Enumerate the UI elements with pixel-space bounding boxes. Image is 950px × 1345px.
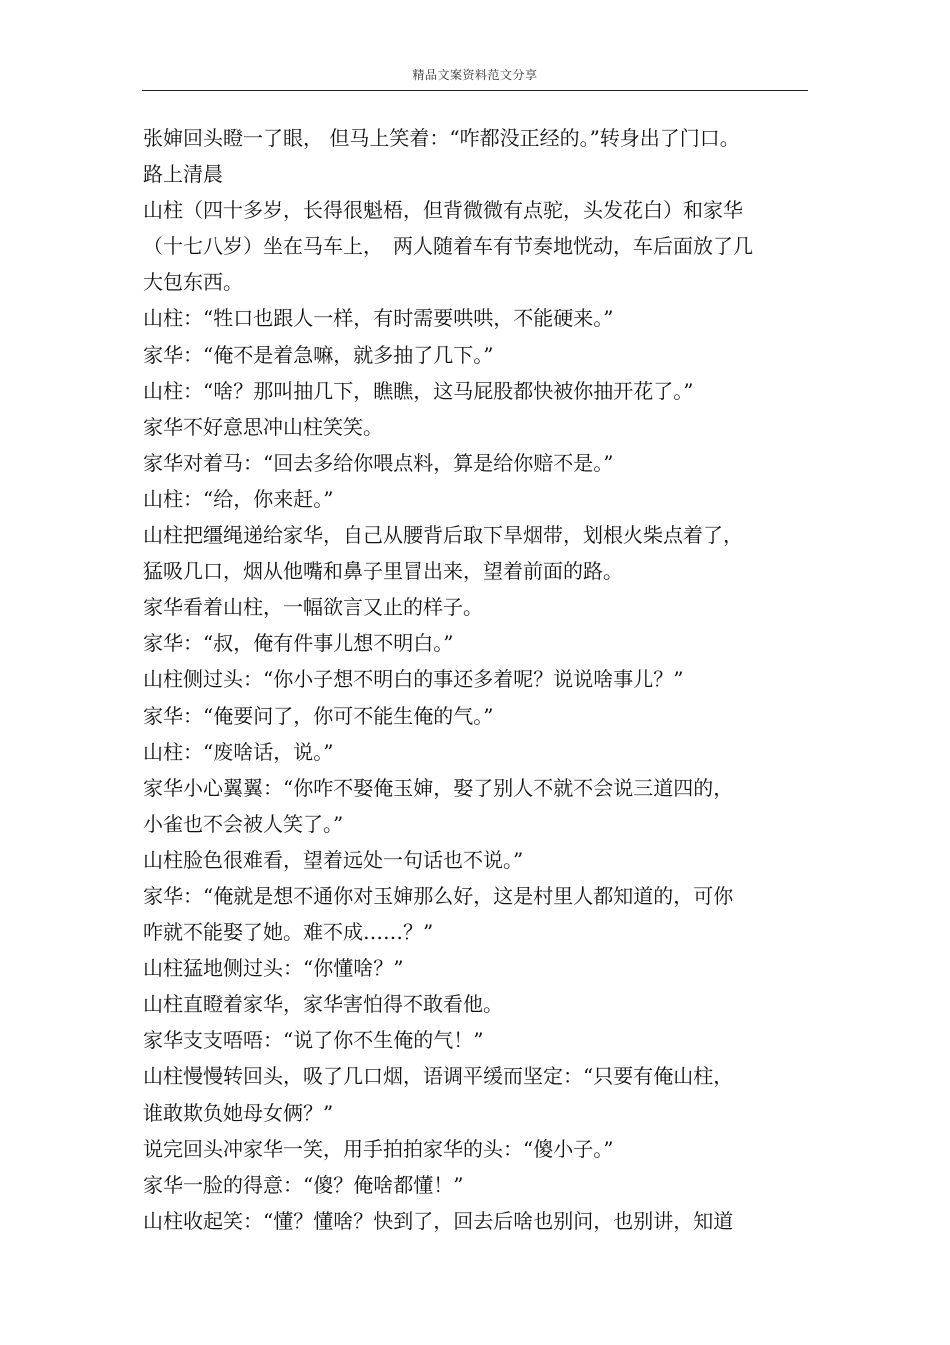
text-line: 山柱把缰绳递给家华，自己从腰背后取下旱烟带，划根火柴点着了， [143, 523, 743, 548]
text-line: 说完回头冲家华一笑，用手拍拍家华的头：“傻小子。” [143, 1136, 614, 1161]
text-line: 山柱慢慢转回头，吸了几口烟，语调平缓而坚定：“只要有俺山柱， [143, 1064, 734, 1089]
header-divider [142, 90, 808, 91]
text-line: 家华看着山柱，一幅欲言又止的样子。 [143, 595, 483, 620]
text-line: 路上清晨 [143, 162, 223, 187]
document-body [143, 120, 803, 1239]
text-line: 家华：“俺要问了，你可不能生俺的气。” [143, 703, 494, 728]
text-line: 大包东西。 [143, 270, 243, 295]
text-line: 山柱脸色很难看，望着远处一句话也不说。” [143, 847, 524, 872]
text-line: 猛吸几口，烟从他嘴和鼻子里冒出来，望着前面的路。 [143, 559, 623, 584]
text-line: 家华：“叔，俺有件事儿想不明白。” [143, 631, 454, 656]
text-line: 山柱猛地侧过头：“你懂啥？” [143, 956, 404, 981]
text-line: 小雀也不会被人笑了。” [143, 811, 344, 836]
text-line: 家华支支唔唔：“说了你不生俺的气！” [143, 1028, 484, 1053]
text-line: 山柱：“啥？那叫抽几下，瞧瞧，这马屁股都快被你抽开花了。” [143, 378, 694, 403]
text-line: 家华不好意思冲山柱笑笑。 [143, 414, 383, 439]
text-line: 山柱：“废啥话，说。” [143, 739, 334, 764]
text-line: 家华：“俺不是着急嘛，就多抽了几下。” [143, 342, 494, 367]
text-line: 谁敢欺负她母女俩？” [143, 1100, 334, 1125]
page-header: 精品文案资料范文分享 [412, 68, 538, 82]
text-line: 山柱侧过头：“你小子想不明白的事还多着呢？说说啥事儿？” [143, 667, 684, 692]
text-line: 张婶回头瞪一了眼， 但马上笑着：“咋都没正经的。”转身出了门口。 [143, 126, 740, 150]
text-line: 家华对着马：“回去多给你喂点料，算是给你赔不是。” [143, 450, 614, 475]
text-line: 山柱收起笑：“懂？懂啥？快到了，回去后啥也别问，也别讲，知道 [143, 1208, 734, 1233]
text-line: 咋就不能娶了她。难不成……？” [143, 920, 434, 945]
text-line: （十七八岁）坐在马车上， 两人随着车有节奏地恍动，车后面放了几 [143, 234, 753, 259]
text-line: 山柱：“牲口也跟人一样，有时需要哄哄，不能硬来。” [143, 306, 614, 331]
text-line: 山柱直瞪着家华，家华害怕得不敢看他。 [143, 992, 503, 1017]
text-line: 家华：“俺就是想不通你对玉婶那么好，这是村里人都知道的，可你 [143, 883, 734, 908]
text-line: 家华一脸的得意：“傻？俺啥都懂！” [143, 1172, 464, 1197]
text-line: 山柱（四十多岁，长得很魁梧，但背微微有点驼，头发花白）和家华 [143, 198, 743, 223]
text-line: 家华小心翼翼：“你咋不娶俺玉婶，娶了别人不就不会说三道四的， [143, 775, 734, 800]
text-line: 山柱：“给，你来赶。” [143, 486, 334, 511]
